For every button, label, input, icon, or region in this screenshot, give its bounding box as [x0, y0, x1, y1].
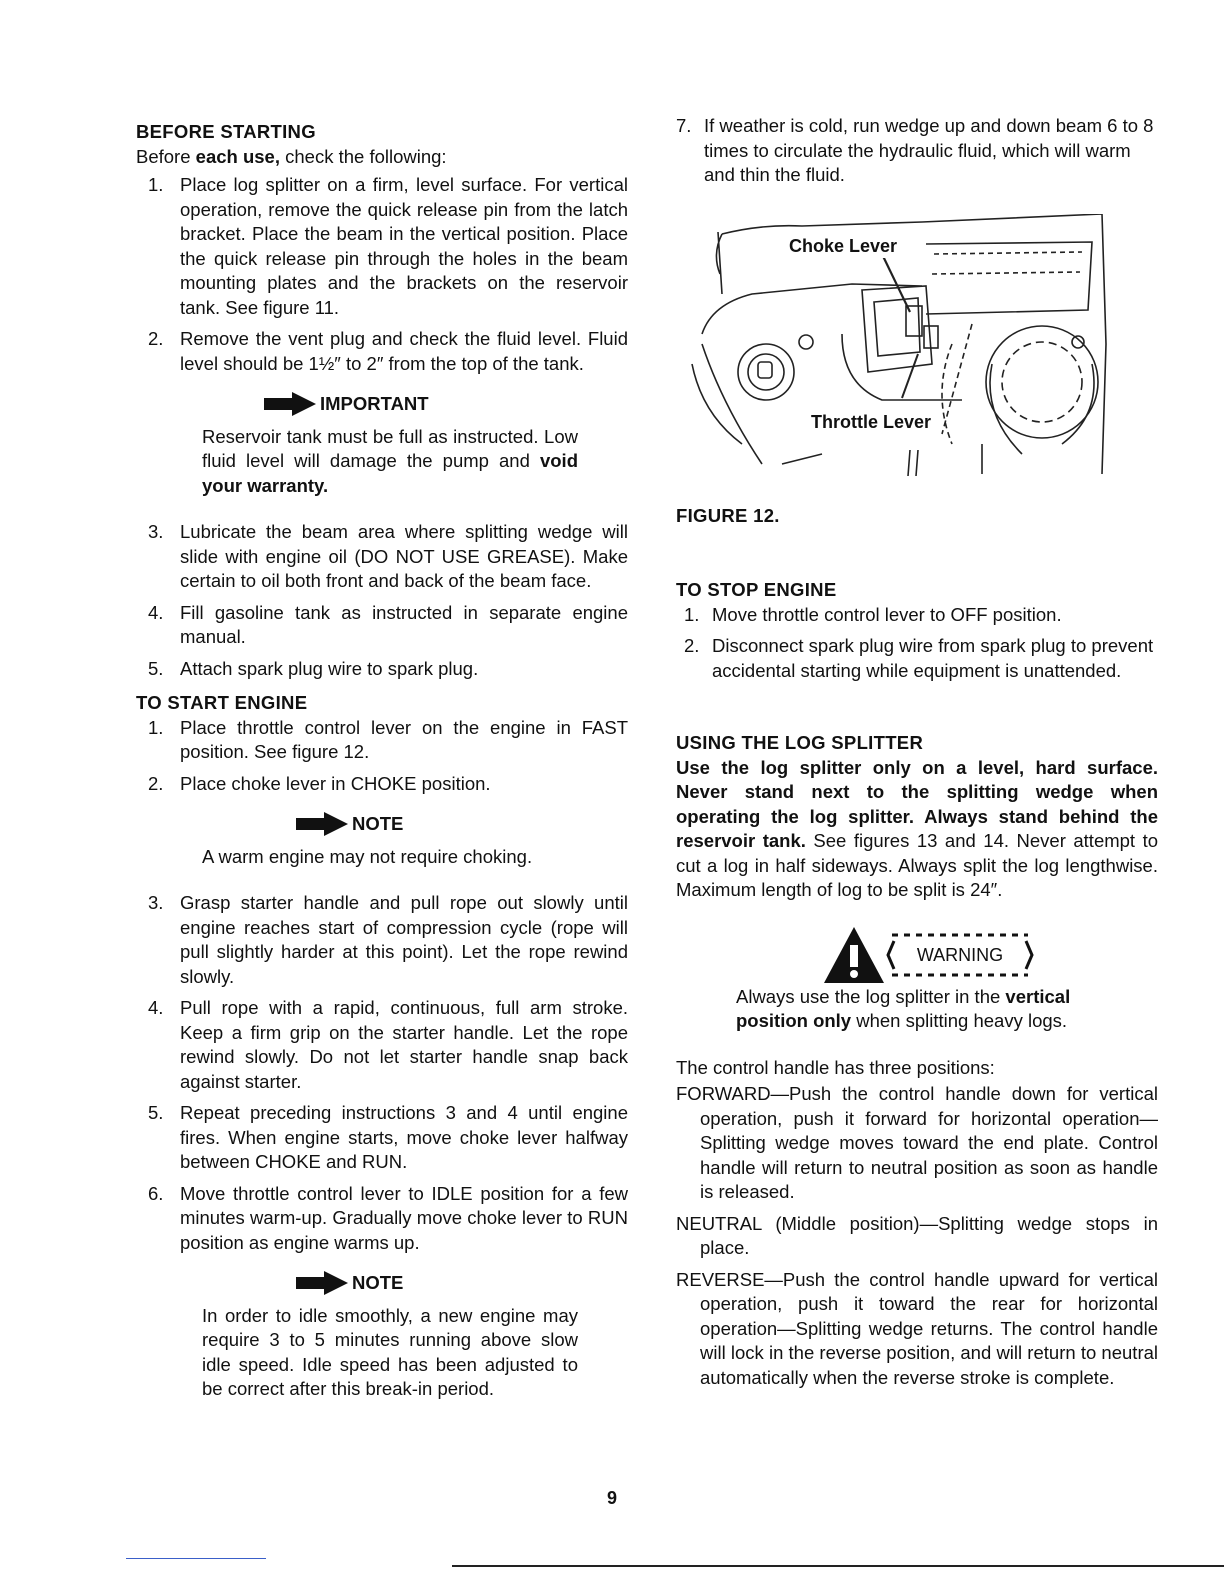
list-item: 1. Place throttle control lever on the engine in FAST position. See figure 12.	[148, 716, 628, 762]
list-item: 6. Move throttle control lever to IDLE position for a few minutes warm-up. Gradually move choke lever to RUN position as engine warms up.	[148, 1182, 628, 1253]
before-intro: Before each use, check the following:	[136, 145, 447, 167]
arrow-icon	[296, 812, 350, 836]
warning-banner	[886, 927, 1034, 983]
choke-lever-label: Choke Lever	[786, 234, 900, 259]
list-item: 1. Place log splitter on a firm, level surface. For vertical operation, remove the quick release pin from the latch bracket. Place the beam in the vertical position. Place the quick release pin through the holes in the beam mounting plates and the brackets on the reservoir tank. See figure 11.	[148, 174, 628, 318]
note-label: NOTE	[352, 813, 404, 834]
note-callout	[136, 812, 578, 869]
throttle-lever-label: Throttle Lever	[808, 410, 934, 435]
arrow-icon	[296, 1271, 350, 1295]
start-engine-heading: TO START ENGINE	[136, 692, 308, 713]
list-item: 2. Disconnect spark plug wire from spark plug to prevent accidental starting while equipment is unattended.	[684, 635, 1154, 681]
warning-callout	[822, 925, 1158, 985]
left-column	[136, 120, 628, 1424]
warning-text: Always use the log splitter in the vertical position only when splitting heavy logs.	[736, 985, 1071, 1031]
warning-label: WARNING	[916, 944, 1004, 965]
using-paragraph: Use the log splitter only on a level, hard surface. Never stand next to the splitting wedge when operating the log splitter. Always stand behind the reservoir tank. See figures 13 and 14. Never attempt to cut a log in half sideways. Always split the log lengthwise. Maximum length of log to be split is 24″.	[676, 756, 1159, 900]
list-item: 5. Repeat preceding instructions 3 and 4 until engine fires. When engine starts, move choke lever halfway between CHOKE and RUN.	[148, 1102, 628, 1172]
position-forward: FORWARD—Push the control handle down for vertical operation, push it forward for horizontal operation—Splitting wedge moves toward the end plate. Control handle will return to neutral position as soon as handle is released.	[676, 1083, 1158, 1202]
list-item: 5. Attach spark plug wire to spark plug.	[148, 657, 479, 679]
note-label: NOTE	[352, 1272, 404, 1293]
list-item: 3. Grasp starter handle and pull rope out slowly until engine reaches start of compression cycle (rope will pull slightly harder at this point). Let the rope rewind slowly.	[148, 892, 628, 987]
position-reverse: REVERSE—Push the control handle upward for vertical operation, push it toward the rear for horizontal operation—Splitting wedge returns. The control handle will lock in the reverse position, and will return to neutral automatically when the reverse stroke is complete.	[676, 1268, 1158, 1388]
note-text: In order to idle smoothly, a new engine may require 3 to 5 minutes running above slow idle speed. Idle speed has been adjusted to be correct after this break-in period.	[202, 1304, 578, 1399]
control-intro: The control handle has three positions:	[676, 1056, 995, 1078]
list-item: 4. Pull rope with a rapid, continuous, full arm stroke. Keep a firm grip on the starter handle. Let the rope rewind slowly. Do not let starter handle snap back against starter.	[148, 997, 628, 1092]
engine-illustration	[682, 214, 1122, 482]
before-starting-heading: BEFORE STARTING	[136, 121, 316, 142]
position-neutral: NEUTRAL (Middle position)—Splitting wedge stops in place.	[676, 1212, 1158, 1258]
list-item: 4. Fill gasoline tank as instructed in separate engine manual.	[148, 601, 628, 647]
note-callout	[136, 1271, 578, 1402]
warning-triangle-icon	[822, 925, 886, 985]
list-item: 3. Lubricate the beam area where splitting wedge will slide with engine oil (DO NOT USE GREASE). Make certain to oil both front and back of the beam face.	[148, 521, 628, 591]
using-heading: USING THE LOG SPLITTER	[676, 732, 924, 753]
footer-rule-long	[452, 1565, 1224, 1567]
note-text: A warm engine may not require choking.	[202, 845, 533, 867]
list-item: 2. Remove the vent plug and check the fluid level. Fluid level should be 1½″ to 2″ from the top of the tank.	[148, 328, 628, 374]
list-item: 1. Move throttle control lever to OFF position.	[684, 603, 1062, 625]
page-number: 9	[606, 1488, 617, 1508]
stop-engine-heading: TO STOP ENGINE	[676, 579, 837, 600]
list-item: 2. Place choke lever in CHOKE position.	[148, 772, 491, 794]
important-callout: IMPORTANT Reservoir tank must be full as instructed. Low fluid level will damage the pump and void your warranty.	[202, 393, 578, 496]
engine-figure	[682, 214, 1122, 482]
important-label: IMPORTANT	[320, 393, 429, 414]
footer-rule-short	[126, 1558, 266, 1559]
figure-caption: FIGURE 12.	[676, 504, 780, 526]
arrow-icon	[264, 392, 318, 416]
list-item: 7. If weather is cold, run wedge up and down beam 6 to 8 times to circulate the hydraulic fluid, which will warm and thin the fluid.	[676, 115, 1154, 185]
right-column	[676, 114, 1158, 1397]
